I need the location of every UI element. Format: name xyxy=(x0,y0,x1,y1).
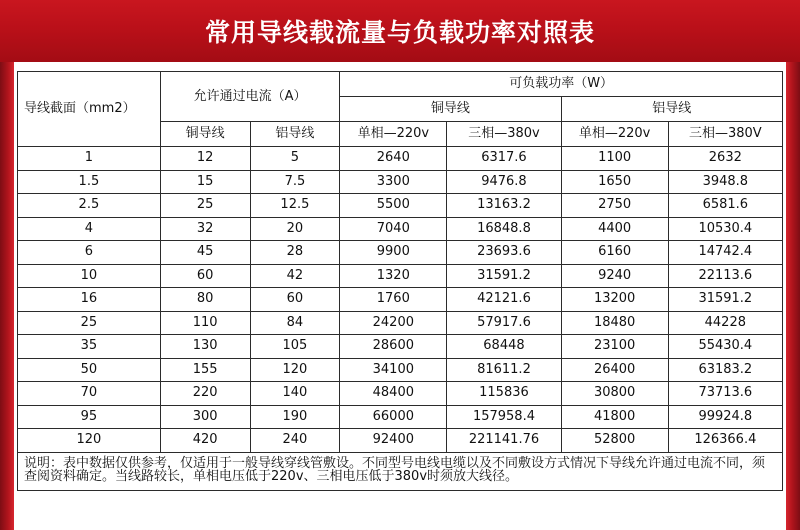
cell-copper-amps: 32 xyxy=(160,217,250,241)
cell-aluminum-380: 10530.4 xyxy=(668,217,782,241)
cell-copper-amps: 12 xyxy=(160,147,250,171)
cell-copper-220: 34100 xyxy=(340,358,447,382)
cell-copper-220: 5500 xyxy=(340,194,447,218)
left-decorative-bar xyxy=(0,0,14,530)
table-row xyxy=(18,170,783,194)
cell-aluminum-380: 22113.6 xyxy=(668,264,782,288)
table-note-row xyxy=(18,452,783,490)
table-note: 说明：表中数据仅供参考，仅适用于一般导线穿线管敷设。不同型号电线电缆以及不同敷设方式情况下导线允许通过电流不同，须查阅资料确定。当线路较长，单相电压低于220v、三相电压低于380v时须放大线径。 xyxy=(18,452,783,490)
cell-copper-amps: 220 xyxy=(160,382,250,406)
cell-copper-amps: 155 xyxy=(160,358,250,382)
table-header-row-1 xyxy=(18,72,783,97)
cell-copper-380: 16848.8 xyxy=(447,217,561,241)
cell-aluminum-220: 13200 xyxy=(561,288,668,312)
cell-section: 4 xyxy=(18,217,161,241)
header-current-aluminum: 铝导线 xyxy=(250,122,340,147)
cell-aluminum-380: 14742.4 xyxy=(668,241,782,265)
cell-section: 25 xyxy=(18,311,161,335)
cell-copper-380: 31591.2 xyxy=(447,264,561,288)
table-row xyxy=(18,217,783,241)
cell-copper-380: 115836 xyxy=(447,382,561,406)
cell-aluminum-220: 2750 xyxy=(561,194,668,218)
cell-copper-amps: 420 xyxy=(160,429,250,453)
ampacity-table xyxy=(17,71,783,491)
cell-aluminum-amps: 190 xyxy=(250,405,340,429)
cell-copper-220: 1320 xyxy=(340,264,447,288)
cell-aluminum-220: 23100 xyxy=(561,335,668,359)
cell-copper-380: 6317.6 xyxy=(447,147,561,171)
cell-aluminum-amps: 240 xyxy=(250,429,340,453)
cell-aluminum-amps: 105 xyxy=(250,335,340,359)
cell-aluminum-380: 55430.4 xyxy=(668,335,782,359)
cell-section: 35 xyxy=(18,335,161,359)
cell-copper-380: 13163.2 xyxy=(447,194,561,218)
table-row xyxy=(18,241,783,265)
cell-copper-amps: 110 xyxy=(160,311,250,335)
table-row xyxy=(18,288,783,312)
table-row xyxy=(18,358,783,382)
cell-copper-380: 9476.8 xyxy=(447,170,561,194)
table-row xyxy=(18,264,783,288)
cell-copper-380: 42121.6 xyxy=(447,288,561,312)
cell-aluminum-220: 30800 xyxy=(561,382,668,406)
header-current-group: 允许通过电流（A） xyxy=(160,72,340,122)
cell-aluminum-amps: 84 xyxy=(250,311,340,335)
cell-aluminum-220: 6160 xyxy=(561,241,668,265)
header-section: 导线截面（mm2） xyxy=(18,72,161,147)
content-area xyxy=(14,62,786,530)
page-title: 常用导线载流量与负载功率对照表 xyxy=(204,18,595,47)
cell-copper-380: 57917.6 xyxy=(447,311,561,335)
cell-copper-220: 7040 xyxy=(340,217,447,241)
cell-copper-220: 1760 xyxy=(340,288,447,312)
header-power-group: 可负载功率（W） xyxy=(340,72,783,97)
cell-aluminum-380: 44228 xyxy=(668,311,782,335)
cell-copper-220: 2640 xyxy=(340,147,447,171)
cell-aluminum-220: 1100 xyxy=(561,147,668,171)
cell-aluminum-380: 126366.4 xyxy=(668,429,782,453)
cell-aluminum-380: 73713.6 xyxy=(668,382,782,406)
header-copper-single-phase: 单相—220v xyxy=(340,122,447,147)
cell-aluminum-380: 3948.8 xyxy=(668,170,782,194)
cell-aluminum-380: 99924.8 xyxy=(668,405,782,429)
cell-aluminum-amps: 120 xyxy=(250,358,340,382)
cell-aluminum-amps: 42 xyxy=(250,264,340,288)
cell-aluminum-amps: 20 xyxy=(250,217,340,241)
cell-copper-amps: 80 xyxy=(160,288,250,312)
table-row xyxy=(18,194,783,218)
cell-aluminum-220: 18480 xyxy=(561,311,668,335)
cell-copper-220: 28600 xyxy=(340,335,447,359)
cell-section: 50 xyxy=(18,358,161,382)
cell-copper-220: 3300 xyxy=(340,170,447,194)
cell-aluminum-amps: 140 xyxy=(250,382,340,406)
cell-aluminum-amps: 12.5 xyxy=(250,194,340,218)
cell-copper-amps: 300 xyxy=(160,405,250,429)
cell-copper-220: 92400 xyxy=(340,429,447,453)
cell-section: 70 xyxy=(18,382,161,406)
table-row xyxy=(18,429,783,453)
cell-copper-380: 221141.76 xyxy=(447,429,561,453)
table-row xyxy=(18,311,783,335)
header-copper-three-phase: 三相—380v xyxy=(447,122,561,147)
cell-copper-380: 68448 xyxy=(447,335,561,359)
cell-aluminum-amps: 28 xyxy=(250,241,340,265)
cell-section: 16 xyxy=(18,288,161,312)
cell-section: 2.5 xyxy=(18,194,161,218)
cell-copper-amps: 25 xyxy=(160,194,250,218)
cell-aluminum-220: 1650 xyxy=(561,170,668,194)
cell-copper-380: 23693.6 xyxy=(447,241,561,265)
cell-aluminum-380: 31591.2 xyxy=(668,288,782,312)
cell-copper-amps: 45 xyxy=(160,241,250,265)
cell-copper-amps: 130 xyxy=(160,335,250,359)
cell-section: 95 xyxy=(18,405,161,429)
cell-aluminum-amps: 5 xyxy=(250,147,340,171)
header-aluminum-group: 铝导线 xyxy=(561,97,782,122)
table-row xyxy=(18,147,783,171)
header-copper-group: 铜导线 xyxy=(340,97,561,122)
cell-section: 1.5 xyxy=(18,170,161,194)
cell-copper-220: 48400 xyxy=(340,382,447,406)
page-header xyxy=(0,0,800,62)
cell-aluminum-220: 26400 xyxy=(561,358,668,382)
cell-copper-220: 24200 xyxy=(340,311,447,335)
cell-aluminum-220: 52800 xyxy=(561,429,668,453)
cell-aluminum-380: 63183.2 xyxy=(668,358,782,382)
cell-aluminum-amps: 7.5 xyxy=(250,170,340,194)
cell-aluminum-220: 4400 xyxy=(561,217,668,241)
cell-copper-amps: 15 xyxy=(160,170,250,194)
cell-copper-220: 9900 xyxy=(340,241,447,265)
cell-aluminum-220: 41800 xyxy=(561,405,668,429)
cell-section: 10 xyxy=(18,264,161,288)
header-aluminum-single-phase: 单相—220v xyxy=(561,122,668,147)
cell-copper-380: 157958.4 xyxy=(447,405,561,429)
cell-section: 1 xyxy=(18,147,161,171)
cell-aluminum-220: 9240 xyxy=(561,264,668,288)
table-row xyxy=(18,382,783,406)
cell-aluminum-amps: 60 xyxy=(250,288,340,312)
cell-copper-220: 66000 xyxy=(340,405,447,429)
cell-copper-380: 81611.2 xyxy=(447,358,561,382)
cell-section: 6 xyxy=(18,241,161,265)
cell-aluminum-380: 6581.6 xyxy=(668,194,782,218)
header-aluminum-three-phase: 三相—380V xyxy=(668,122,782,147)
cell-aluminum-380: 2632 xyxy=(668,147,782,171)
table-row xyxy=(18,335,783,359)
right-decorative-bar xyxy=(786,0,800,530)
table-row xyxy=(18,405,783,429)
cell-section: 120 xyxy=(18,429,161,453)
cell-copper-amps: 60 xyxy=(160,264,250,288)
header-current-copper: 铜导线 xyxy=(160,122,250,147)
